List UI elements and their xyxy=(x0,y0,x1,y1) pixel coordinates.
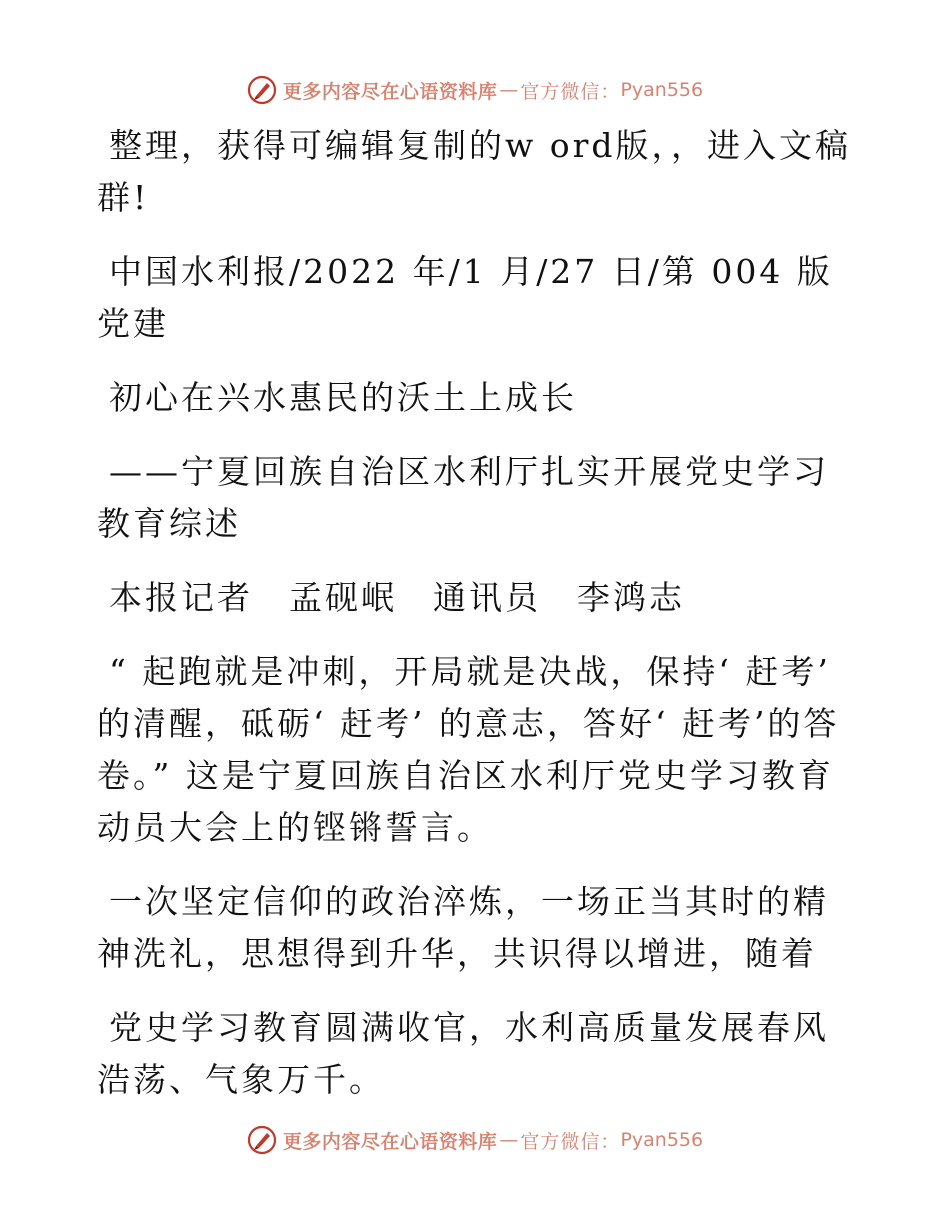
watermark-wechat-id: Pyan556 xyxy=(620,79,704,101)
watermark-text: 更多内容尽在心语资料库 xyxy=(282,80,498,103)
intro-paragraph: 整理，获得可编辑复制的w ord版，，进入文稿群! xyxy=(97,126,852,217)
article-subtitle: ——宁夏回族自治区水利厅扎实开展党史学习教育综述 xyxy=(97,452,829,543)
pen-logo-icon xyxy=(247,75,277,105)
pen-logo-icon xyxy=(247,1125,277,1155)
watermark-wechat-id: Pyan556 xyxy=(620,1129,704,1151)
watermark-dash: — xyxy=(499,79,519,101)
source-line: 中国水利报/2022 年/1 月/27 日/第 004 版党建 xyxy=(97,252,833,343)
watermark-wechat-label: 官方微信： xyxy=(520,1130,621,1153)
footer-watermark xyxy=(0,1120,950,1160)
header-watermark xyxy=(0,70,950,110)
article-title: 初心在兴水惠民的沃土上成长 xyxy=(109,378,577,417)
body-paragraph-1: “ 起跑就是冲刺，开局就是决战，保持‘ 赶考’ 的清醒，砥砺‘ 赶考’ 的意志，答好‘ 赶考’的答卷。” 这是宁夏回族自治区水利厅党史学习教育动员大会上的铿锵誓言。 xyxy=(97,652,840,847)
byline: 本报记者 孟砚岷 通讯员 李鸿志 xyxy=(109,578,685,617)
document-body xyxy=(97,120,857,1106)
watermark-dash: — xyxy=(499,1129,519,1151)
watermark-wechat-label: 官方微信： xyxy=(520,80,621,103)
body-paragraph-3: 党史学习教育圆满收官，水利高质量发展春风浩荡、气象万千。 xyxy=(97,1008,829,1099)
body-paragraph-2: 一次坚定信仰的政治淬炼，一场正当其时的精神洗礼，思想得到升华，共识得以增进，随着 xyxy=(97,882,829,973)
watermark-text: 更多内容尽在心语资料库 xyxy=(282,1130,498,1153)
